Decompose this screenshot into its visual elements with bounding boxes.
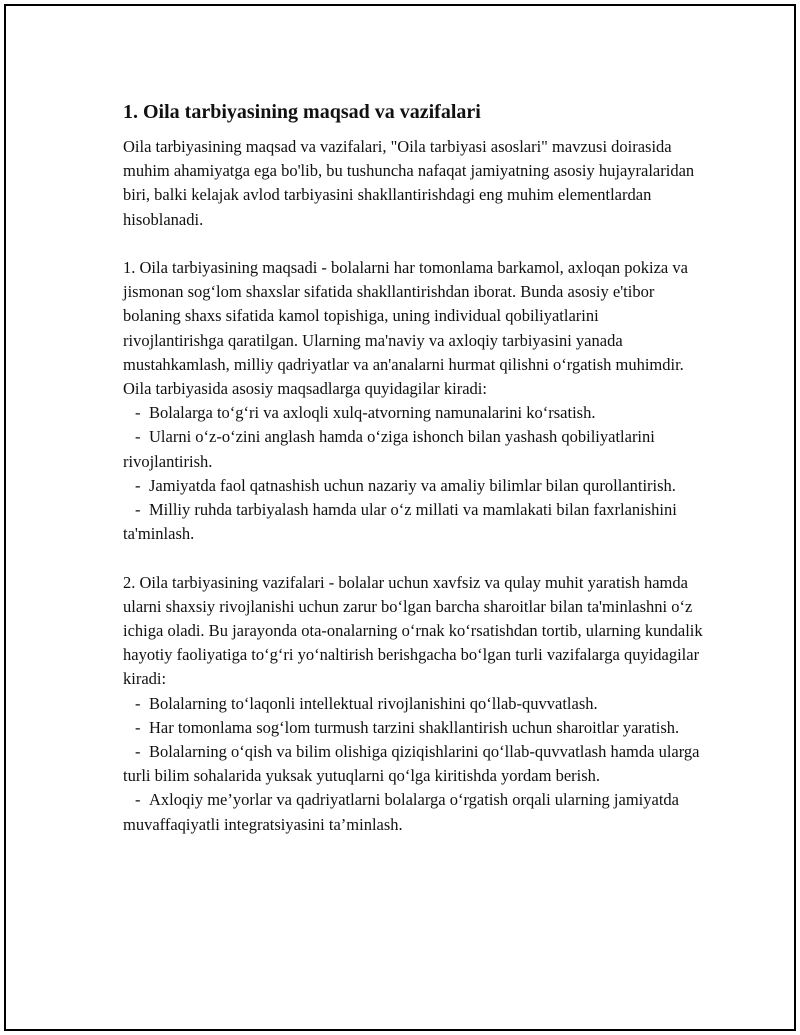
document-heading: 1. Oila tarbiyasining maqsad va vazifalari [123,101,481,123]
bullet-text: Har tomonlama sog‘lom turmush tarzini shakllantirish uchun sharoitlar yaratish. [149,717,680,737]
paragraph-gap [123,232,703,256]
bullet-marker: - [135,427,141,447]
section2-paragraph: 2. Oila tarbiyasining vazifalari - bolalar uchun xavfsiz va qulay muhit yaratish hamda ularni shaxsiy rivojlanishi uchun zarur bo‘lgan barcha sharoitlar bilan ta'minlashni o‘z ichiga oladi. Bu jarayonda ota-onalarning o‘rnak ko‘rsatishdan tortib, ularning kundalik hayotiy faoliyatiga to‘g‘ri yo‘naltirish berishgacha bo‘lgan turli vazifalarga quyidagilar kiradi: [123,572,703,689]
section2-bullet [123,740,703,788]
bullet-marker: - [135,500,141,520]
bullet-text: Bolalarning o‘qish va bilim olishiga qiziqishlarini qo‘llab-quvvatlash hamda ularga turli bilim sohalarida yuksak yutuqlarni qo‘lga kiritishda yordam berish. [123,742,700,786]
bullet-marker: - [135,475,141,495]
section1-paragraph: 1. Oila tarbiyasining maqsadi - bolalarni har tomonlama barkamol, axloqan pokiza va jismonan sog‘lom shaxslar sifatida shakllantirishdan iborat. Bunda asosiy e'tibor bolaning shaxs sifatida kamol topishiga, uning individual qobiliyatlarini rivojlantirishga qaratilgan. Ularning ma'naviy va axloqiy tarbiyasini yanada mustahkamlash, milliy qadriyatlar va an'analarni hurmat qilishni o‘rgatish muhimdir. Oila tarbiyasida asosiy maqsadlarga quyidagilar kiradi: [123,258,688,399]
bullet-marker: - [135,742,141,762]
bullet-marker: - [135,403,141,423]
paragraph-gap [123,546,703,570]
section1-bullet [123,498,703,546]
bullet-marker: - [135,790,141,810]
section1-bullet [123,401,703,425]
section2-bullet [123,692,703,716]
bullet-text: Bolalarning to‘laqonli intellektual rivojlanishini qo‘llab-quvvatlash. [149,693,598,713]
bullet-text: Axloqiy me’yorlar va qadriyatlarni bolalarga o‘rgatish orqali ularning jamiyatda muvaffaqiyatli integratsiyasini ta’minlash. [123,790,679,834]
bullet-text: Milliy ruhda tarbiyalash hamda ular o‘z millati va mamlakati bilan faxrlanishini ta'minlash. [123,500,677,544]
intro-paragraph: Oila tarbiyasining maqsad va vazifalari, "Oila tarbiyasi asoslari" mavzusi doirasida muhim ahamiyatga ega bo'lib, bu tushuncha nafaqat jamiyatning asosiy hujayralaridan biri, balki kelajak avlod tarbiyasini shakllantirishdagi eng muhim elementlardan hisoblanadi. [123,137,695,229]
bullet-text: Bolalarga to‘g‘ri va axloqli xulq-atvorning namunalarini ko‘rsatish. [149,403,596,423]
section1-bullet [123,425,703,473]
bullet-marker: - [135,717,141,737]
section2-bullet [123,788,703,836]
bullet-text: Ularni o‘z-o‘zini anglash hamda o‘ziga ishonch bilan yashash qobiliyatlarini rivojlantirish. [123,427,655,471]
section2-bullet [123,716,703,740]
bullet-marker: - [135,693,141,713]
section1-bullet [123,474,703,498]
bullet-text: Jamiyatda faol qatnashish uchun nazariy va amaliy bilimlar bilan qurollantirish. [149,475,676,495]
page-frame [4,4,796,1031]
document-body [123,99,703,837]
